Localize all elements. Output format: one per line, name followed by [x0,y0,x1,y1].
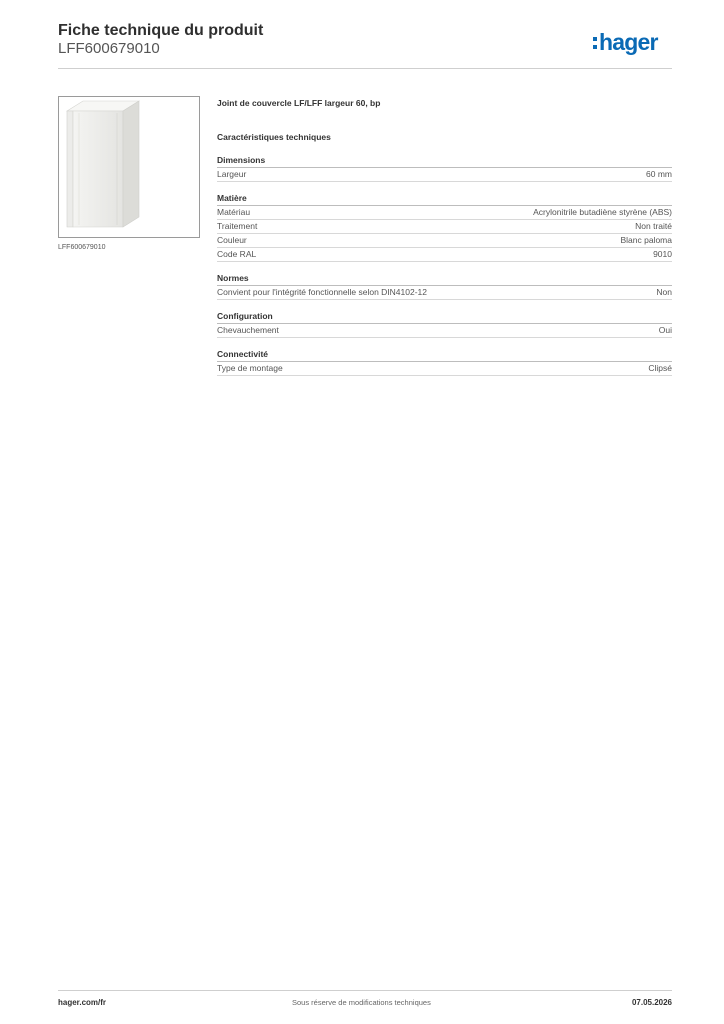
footer-date: 07.05.2026 [631,998,672,1007]
spec-label: Couleur [217,235,247,245]
section-title: Matière [217,192,672,206]
tech-heading: Caractéristiques techniques [217,132,331,142]
spec-value: Oui [658,325,672,335]
section-matiere [217,192,672,262]
section-title: Connectivité [217,348,672,362]
spec-value: 60 mm [646,169,672,179]
spec-label: Matériau [217,207,251,217]
website-link[interactable]: hager.com/fr [58,998,107,1007]
footer-notice: Sous réserve de modifications techniques [292,998,431,1007]
section-connectivite [217,348,672,376]
product-description: Joint de couvercle LF/LFF largeur 60, bp [217,98,381,108]
spec-row [217,248,672,262]
spec-value: Non [656,287,672,297]
page-title: Fiche technique du produit [58,22,264,39]
spec-row [217,324,672,338]
spec-value: Blanc paloma [620,235,672,245]
footer-divider [58,990,672,991]
section-title: Configuration [217,310,672,324]
section-title: Dimensions [217,154,672,168]
spec-row [217,220,672,234]
spec-row [217,206,672,220]
spec-content [217,96,672,376]
section-title: Normes [217,272,672,286]
header-divider [58,68,672,69]
spec-value: Clipsé [648,363,672,373]
logo-dots-icon [593,37,597,49]
section-dimensions [217,154,672,182]
product-reference: LFF600679010 [58,40,160,57]
spec-value: 9010 [653,249,672,259]
section-configuration [217,310,672,338]
section-normes [217,272,672,300]
spec-row [217,168,672,182]
spec-row [217,286,672,300]
spec-label: Traitement [217,221,258,231]
spec-label: Convient pour l'intégrité fonctionnelle selon DIN4102-12 [217,287,428,297]
spec-label: Chevauchement [217,325,279,335]
image-caption: LFF600679010 [58,244,106,251]
hager-logo [593,28,675,56]
spec-row [217,362,672,376]
spec-label: Code RAL [217,249,257,259]
logo-text: hager [599,28,658,55]
spec-label: Largeur [217,169,247,179]
spec-value: Acrylonitrile butadiène styrène (ABS) [533,207,672,217]
spec-row [217,234,672,248]
cover-joint-icon [59,97,199,237]
spec-value: Non traité [635,221,672,231]
product-image [58,96,200,238]
spec-label: Type de montage [217,363,283,373]
